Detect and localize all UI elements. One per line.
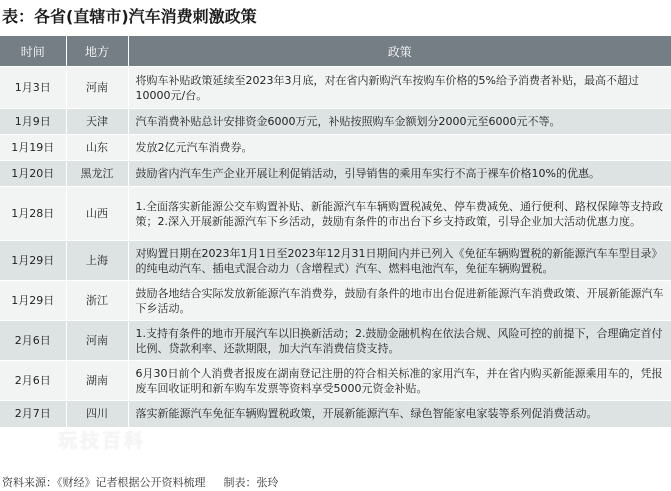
row-date: 1月20日	[0, 161, 66, 187]
row-date: 1月28日	[0, 187, 66, 241]
row-region: 河南	[66, 321, 128, 361]
row-region: 上海	[66, 241, 128, 281]
row-date: 1月9日	[0, 109, 66, 135]
row-region: 湖南	[66, 361, 128, 401]
editor-credit: 制表：张玲	[223, 476, 279, 489]
table-row	[0, 67, 671, 109]
table-row	[0, 161, 671, 187]
row-region: 四川	[66, 401, 128, 427]
row-policy: 1.全面落实新能源公交车购置补贴、新能源汽车车辆购置税减免、停车费减免、通行便利、路权保障等支持政策；2.深入开展新能源汽车下乡活动，鼓励有条件的市出台下乡支持政策，引导企业加大活动优惠力度。	[128, 187, 671, 241]
policy-table	[0, 36, 671, 427]
header-time: 时间	[0, 36, 66, 67]
header-region: 地方	[66, 36, 128, 67]
row-date: 2月7日	[0, 401, 66, 427]
row-region: 山西	[66, 187, 128, 241]
row-region: 天津	[66, 109, 128, 135]
row-date: 1月19日	[0, 135, 66, 161]
page-title: 表：各省(直辖市)汽车消费刺激政策	[2, 7, 257, 26]
table-row	[0, 187, 671, 241]
table-row	[0, 135, 671, 161]
row-date: 2月6日	[0, 361, 66, 401]
row-policy: 落实新能源汽车免征车辆购置税政策，开展新能源汽车、绿色智能家电家装等系列促消费活动。	[128, 401, 671, 427]
row-date: 1月3日	[0, 67, 66, 109]
source-text: 资料来源：《财经》记者根据公开资料梳理	[2, 476, 206, 489]
row-policy: 鼓励省内汽车生产企业开展让利促销活动，引导销售的乘用车实行不高于裸车价格10%的优惠。	[128, 161, 671, 187]
row-policy: 鼓励各地结合实际发放新能源汽车消费券，鼓励有条件的地市出台促进新能源汽车消费政策、开展新能源汽车下乡活动。	[128, 281, 671, 321]
table-row	[0, 281, 671, 321]
row-policy: 6月30日前个人消费者报废在湖南登记注册的符合相关标准的家用汽车，并在省内购买新能源乘用车的，凭报废车回收证明和新车购车发票等资料享受5000元资金补贴。	[128, 361, 671, 401]
row-region: 山东	[66, 135, 128, 161]
row-date: 1月29日	[0, 241, 66, 281]
row-policy: 发放2亿元汽车消费券。	[128, 135, 671, 161]
watermark: 玩技百科	[58, 430, 147, 452]
source-note	[2, 474, 279, 490]
table-row	[0, 241, 671, 281]
row-policy: 汽车消费补贴总计安排资金6000万元，补贴按照购车金额划分2000元至6000元不等。	[128, 109, 671, 135]
row-region: 河南	[66, 67, 128, 109]
row-policy: 将购车补贴政策延续至2023年3月底，对在省内新购汽车按购车价格的5%给予消费者补贴，最高不超过10000元/台。	[128, 67, 671, 109]
row-policy: 1.支持有条件的地市开展汽车以旧换新活动；2.鼓励金融机构在依法合规、风险可控的前提下，合理确定首付比例、贷款利率、还款期限，加大汽车消费信贷支持。	[128, 321, 671, 361]
table-row	[0, 361, 671, 401]
row-policy: 对购置日期在2023年1月1日至2023年12月31日期间内并已列入《免征车辆购置税的新能源汽车车型目录》的纯电动汽车、插电式混合动力（含增程式）汽车、燃料电池汽车，免征车辆购置税。	[128, 241, 671, 281]
row-date: 2月6日	[0, 321, 66, 361]
table-row	[0, 321, 671, 361]
header-policy: 政策	[128, 36, 671, 67]
row-date: 1月29日	[0, 281, 66, 321]
table-row	[0, 401, 671, 427]
table-row	[0, 109, 671, 135]
row-region: 黑龙江	[66, 161, 128, 187]
table-header-row	[0, 36, 671, 67]
row-region: 浙江	[66, 281, 128, 321]
